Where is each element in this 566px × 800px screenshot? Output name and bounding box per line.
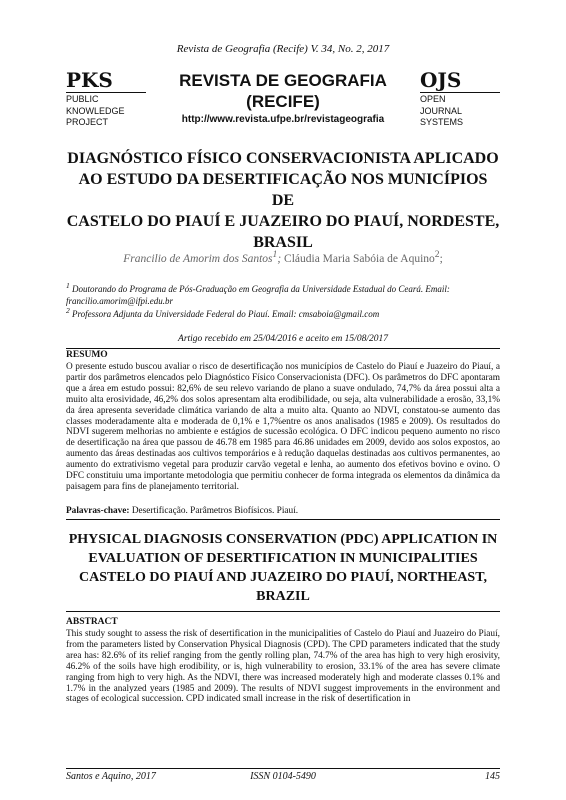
author-2-sup: 2: [434, 249, 440, 260]
pks-rule: [66, 92, 146, 93]
page-number: 145: [485, 771, 500, 782]
title-en-line: PHYSICAL DIAGNOSIS CONSERVATION (PDC) APPLICATION IN: [68, 532, 498, 547]
divider: [66, 611, 500, 612]
pks-line-3: PROJECT: [66, 117, 109, 127]
ojs-line-2: JOURNAL: [420, 105, 463, 116]
footer-issn: ISSN 0104-5490: [250, 771, 316, 782]
affiliation-2-number: 2: [66, 306, 70, 315]
affiliation-1: [66, 280, 500, 307]
divider: [66, 348, 500, 349]
ojs-line-3: SYSTEMS: [420, 117, 464, 127]
ojs-rule: [420, 92, 500, 93]
title-pt-line: AO ESTUDO DA DESERTIFICAÇÃO NOS MUNICÍPIOS DE: [78, 171, 488, 209]
ojs-line-1: OPEN: [420, 94, 446, 104]
journal-name-line-1: REVISTA DE GEOGRAFIA: [179, 71, 387, 90]
title-pt-line: BRASIL: [253, 234, 313, 251]
resumo-text: O presente estudo buscou avaliar o risco de desertificação nos municípios de Castelo do Piauí e Juazeiro do Piauí, a partir dos parâmetros elencados pelo Diagnóstico Físico Conservacionista (DFC). Os parâmetros do DFC apontaram que a área em estudo possui: 82,6% de seu relevo variando de plano a suave ondulado, 74,7% da área possui alta a muito alta erosividade, 46,2% dos solos apresentam alta erodibilidade, ou seja, alta vulnerabilidade a erosão, 33,1% da área apresenta severidade climática variando de alta a muito alta. Quanto ao NDVI, constatou-se aumento das classes moderadamente alta e moderada de 0,1% e 1,7%entre os anos analisados (1985 e 2009). Os resultados do NDVI sugerem melhorias no ambiente e estágios de sucessão ecológica. O DFC indicou pequeno aumento no risco de desertificação na área que passou de 46.78 em 1985 para 46.86 unidades em 2009, devido aos solos expostos, ao aumento das áreas destinadas aos cultivos temporários e à redução daquelas destinadas aos cultivos permanentes, ao aumento do extrativismo vegetal para produzir carvão vegetal e lenha, ao aumento dos efetivos bovino e ovino. O DFC constituiu uma importante metodologia que permitiu conhecer de forma integrada os elementos da dinâmica da paisagem para fins de planejamento territorial.: [66, 362, 500, 492]
author-1-name: Francilio de Amorim dos Santos: [123, 252, 273, 265]
journal-name-line-2: (RECIFE): [246, 92, 320, 111]
keywords-label: Palavras-chave:: [66, 506, 130, 516]
title-en-line: CASTELO DO PIAUÍ AND JUAZEIRO DO PIAUÍ, NORTHEAST,: [78, 570, 488, 585]
title-en-line: BRAZIL: [256, 589, 310, 604]
received-accepted-dates: Artigo recebido em 25/04/2016 e aceito em 15/08/2017: [178, 334, 388, 344]
divider: [66, 519, 500, 520]
affiliation-1-number: 1: [66, 281, 70, 290]
author-2-sep: ;: [439, 252, 443, 265]
author-1-sup: 1: [272, 249, 278, 260]
journal-citation-header: Revista de Geografia (Recife) V. 34, No. 2, 2017: [176, 43, 390, 55]
pks-logo: [66, 70, 146, 128]
title-en-line: EVALUATION OF DESERTIFICATION IN MUNICIPALITIES: [88, 551, 478, 566]
footer-rule: [66, 768, 500, 769]
ojs-logo: [420, 70, 500, 128]
article-title-portuguese: [66, 148, 500, 253]
resumo-heading: RESUMO: [66, 350, 108, 360]
keywords-line: [66, 506, 500, 516]
abstract-heading: ABSTRACT: [66, 617, 118, 627]
author-line: [66, 249, 500, 265]
keywords-text: Desertificação. Parâmetros Biofísicos. Piauí.: [131, 506, 299, 516]
abstract-text: This study sought to assess the risk of desertification in the municipalities of Castelo do Piauí and Juazeiro do Piauí, from the parameters listed by Conservation Physical Diagnosis (CPD). The CPD parameters indicated that the study area has: 82.6% of its relief ranging from the gently rolling plan, 74.7% of the area has high to very high erosivity, 46.2% of the soils have high erodibility, or is, high vulnerability to erosion, 33.1% of the area has severe climate ranging from high to very high. As the NDVI, there was increased moderately high and moderate classes 0.1% and 1.7% in the analyzed years (1985 and 2009). The results of NDVI suggest improvements in the environment and stages of ecological succession. CPD indicated small increase in the risk of desertification in: [66, 629, 500, 705]
footer-citation: Santos e Aquino, 2017: [66, 771, 156, 782]
pks-line-2: KNOWLEDGE: [66, 105, 125, 116]
title-pt-line: CASTELO DO PIAUÍ E JUAZEIRO DO PIAUÍ, NORDESTE,: [66, 213, 500, 230]
affiliation-2: [66, 305, 500, 321]
affiliation-1-text: Doutorando do Programa de Pós-Graduação em Geografia da Universidade Estadual do Ceará. Email: francilio.amorim@ifpi.edu.br: [66, 284, 450, 306]
masthead: [66, 70, 500, 130]
article-title-english: [66, 530, 500, 606]
affiliation-2-text: Professora Adjunta da Universidade Federal do Piauí. Email: cmsaboia@gmail.com: [72, 309, 380, 319]
pks-logo-text: PKS: [66, 68, 113, 92]
ojs-logo-text: OJS: [420, 68, 462, 92]
journal-name-block: [146, 70, 420, 127]
author-1-sep: ;: [277, 252, 282, 265]
title-pt-line: DIAGNÓSTICO FÍSICO CONSERVACIONISTA APLICADO: [67, 150, 499, 167]
author-2-name: Cláudia Maria Sabóia de Aquino: [284, 252, 435, 265]
journal-url-link[interactable]: http://www.revista.ufpe.br/revistageografia: [181, 114, 385, 125]
pks-line-1: PUBLIC: [66, 94, 99, 104]
